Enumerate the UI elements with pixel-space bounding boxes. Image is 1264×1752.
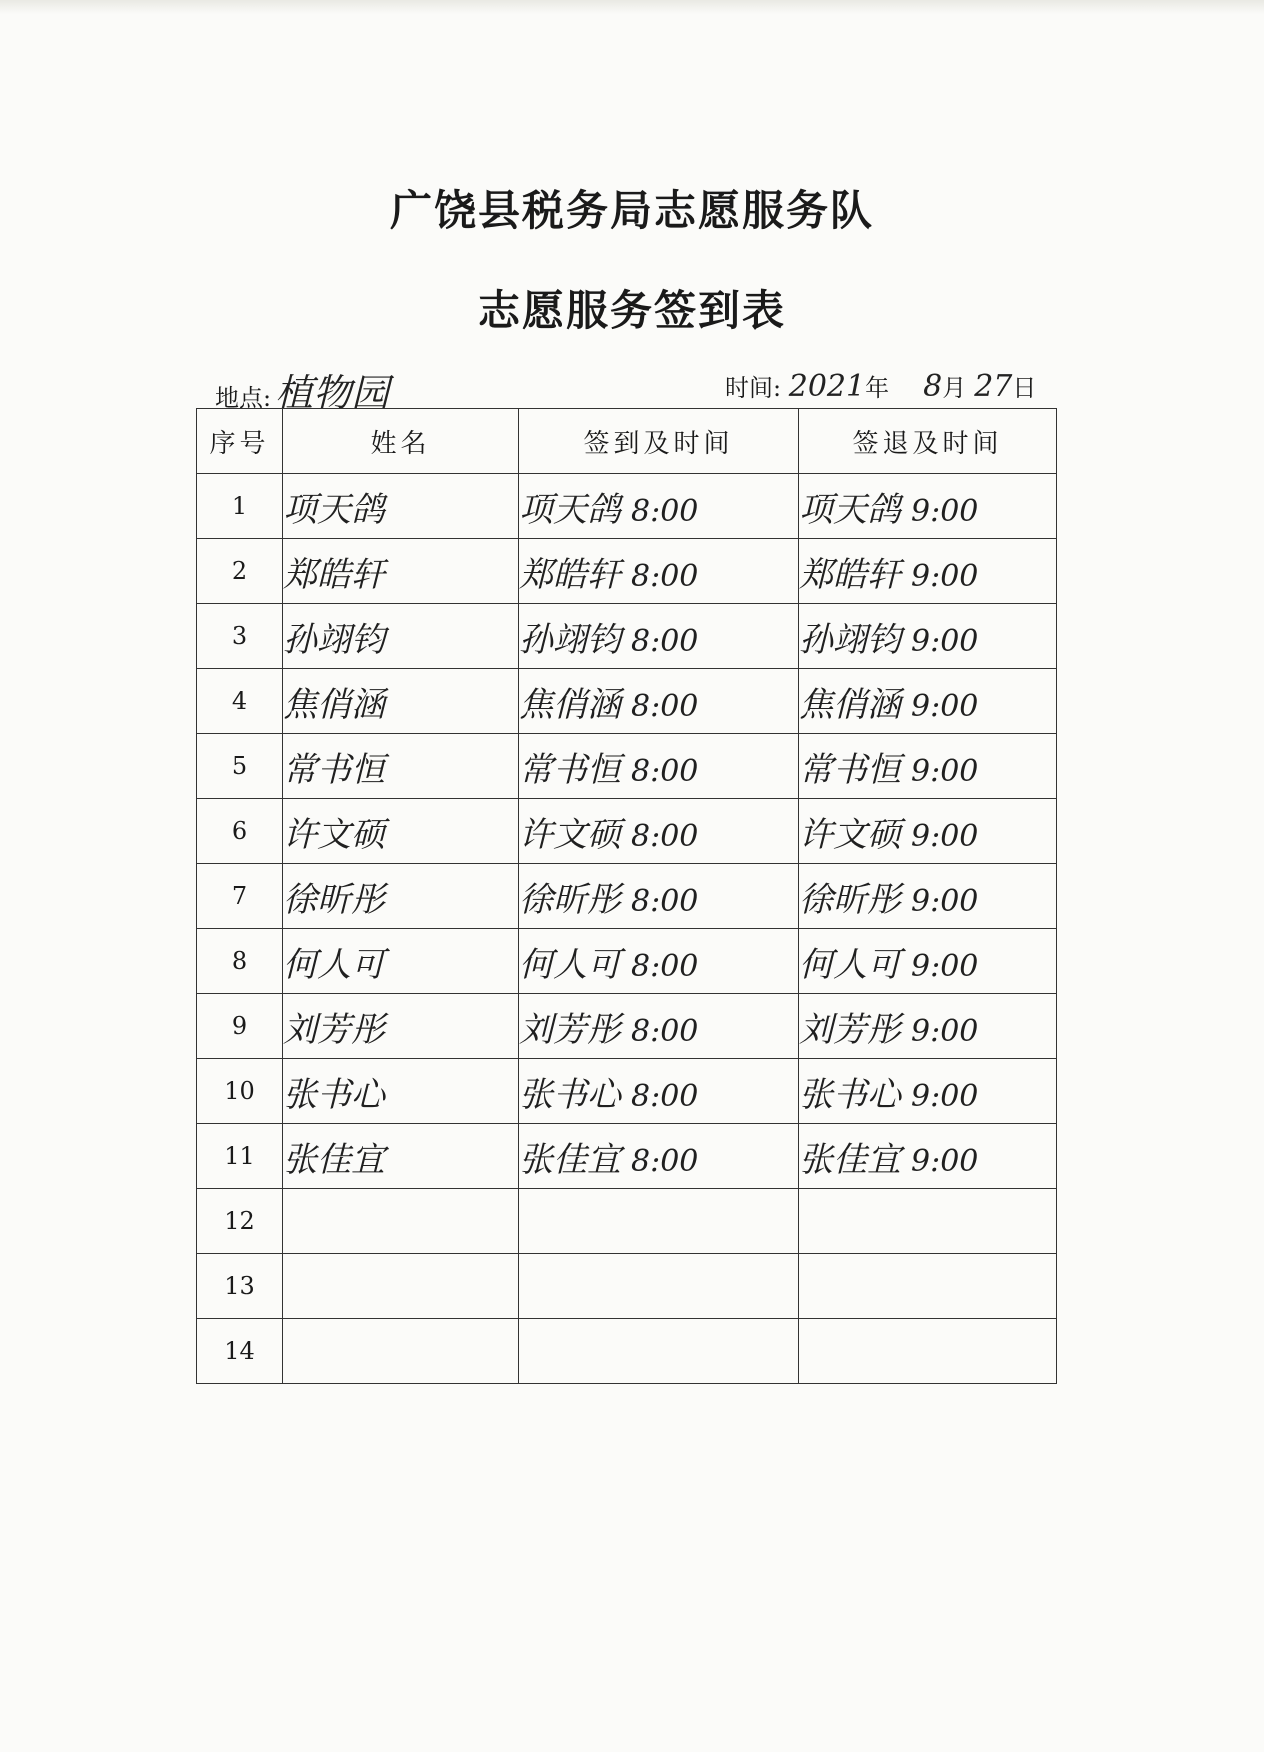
signout-time: 9:00 — [911, 948, 979, 984]
table-header-row — [197, 409, 1057, 474]
name-signature: 刘芳彤 — [283, 1009, 385, 1050]
name-signature: 张书心 — [283, 1074, 385, 1115]
signin-cell — [519, 1189, 799, 1254]
volunteer-name — [283, 1319, 519, 1384]
signin-name: 刘芳彤 — [519, 1009, 621, 1050]
volunteer-name — [283, 669, 519, 734]
signout-cell — [799, 539, 1057, 604]
signin-time: 8:00 — [631, 623, 699, 659]
volunteer-name — [283, 994, 519, 1059]
signout-cell — [799, 864, 1057, 929]
signout-cell — [799, 1189, 1057, 1254]
signin-name: 张佳宜 — [519, 1139, 621, 1180]
signin-time: 8:00 — [631, 818, 699, 854]
signin-cell — [519, 799, 799, 864]
header-signin: 签到及时间 — [519, 409, 799, 474]
year-unit: 年 — [865, 374, 890, 402]
signout-time: 9:00 — [911, 493, 979, 529]
document-title: 广饶县税务局志愿服务队 — [389, 186, 874, 235]
row-number: 7 — [197, 864, 283, 929]
signout-name: 常书恒 — [799, 749, 901, 790]
signin-name: 常书恒 — [519, 749, 621, 790]
volunteer-name — [283, 604, 519, 669]
signin-cell — [519, 1059, 799, 1124]
signin-time: 8:00 — [631, 948, 699, 984]
table-row — [197, 1189, 1057, 1254]
signout-cell — [799, 1319, 1057, 1384]
signout-cell — [799, 604, 1057, 669]
volunteer-name — [283, 929, 519, 994]
date-day: 27 — [974, 369, 1013, 404]
month-unit: 月 — [942, 374, 967, 402]
table-row — [197, 669, 1057, 734]
signin-time: 8:00 — [631, 493, 699, 529]
volunteer-name — [283, 799, 519, 864]
table-row — [197, 799, 1057, 864]
signout-time: 9:00 — [911, 1013, 979, 1049]
signout-cell — [799, 929, 1057, 994]
name-signature: 徐昕彤 — [283, 879, 385, 920]
signin-cell — [519, 669, 799, 734]
signin-name: 郑皓轩 — [519, 554, 621, 595]
header-signout: 签退及时间 — [799, 409, 1057, 474]
signout-time: 9:00 — [911, 1078, 979, 1114]
signout-time: 9:00 — [911, 818, 979, 854]
name-signature: 张佳宜 — [283, 1139, 385, 1180]
day-unit: 日 — [1012, 374, 1037, 402]
signout-time: 9:00 — [911, 753, 979, 789]
row-number: 4 — [197, 669, 283, 734]
table-row — [197, 1059, 1057, 1124]
row-number: 13 — [197, 1254, 283, 1319]
volunteer-name — [283, 1189, 519, 1254]
time-label: 时间: — [725, 374, 782, 402]
signout-time: 9:00 — [911, 623, 979, 659]
signout-name: 徐昕彤 — [799, 879, 901, 920]
name-signature: 焦俏涵 — [283, 684, 385, 725]
row-number: 5 — [197, 734, 283, 799]
table-row — [197, 864, 1057, 929]
volunteer-name — [283, 1059, 519, 1124]
signin-cell — [519, 604, 799, 669]
table-row — [197, 604, 1057, 669]
signout-time: 9:00 — [911, 558, 979, 594]
name-signature: 项天鸽 — [283, 489, 385, 530]
date-year: 2021 — [788, 369, 866, 404]
signout-name: 孙翊钧 — [799, 619, 901, 660]
signout-name: 刘芳彤 — [799, 1009, 901, 1050]
signout-name: 项天鸽 — [799, 489, 901, 530]
volunteer-name — [283, 1254, 519, 1319]
signin-name: 孙翊钧 — [519, 619, 621, 660]
row-number: 12 — [197, 1189, 283, 1254]
signin-cell — [519, 474, 799, 539]
name-signature: 常书恒 — [283, 749, 385, 790]
signout-time: 9:00 — [911, 883, 979, 919]
signin-cell — [519, 1124, 799, 1189]
row-number: 14 — [197, 1319, 283, 1384]
signin-cell — [519, 864, 799, 929]
signout-name: 焦俏涵 — [799, 684, 901, 725]
signin-name: 焦俏涵 — [519, 684, 621, 725]
signout-time: 9:00 — [911, 1143, 979, 1179]
scan-edge — [0, 0, 1264, 14]
name-signature: 郑皓轩 — [283, 554, 385, 595]
signout-cell — [799, 799, 1057, 864]
signin-table — [196, 408, 1057, 1384]
location-label: 地点: — [215, 384, 272, 412]
signin-time: 8:00 — [631, 1078, 699, 1114]
signout-cell — [799, 994, 1057, 1059]
signin-name: 张书心 — [519, 1074, 621, 1115]
header-name: 姓名 — [283, 409, 519, 474]
row-number: 2 — [197, 539, 283, 604]
signin-cell — [519, 929, 799, 994]
volunteer-name — [283, 1124, 519, 1189]
row-number: 1 — [197, 474, 283, 539]
signin-time: 8:00 — [631, 688, 699, 724]
signin-time: 8:00 — [631, 1143, 699, 1179]
signout-cell — [799, 1254, 1057, 1319]
volunteer-name — [283, 539, 519, 604]
signin-name: 徐昕彤 — [519, 879, 621, 920]
row-number: 3 — [197, 604, 283, 669]
signout-name: 张佳宜 — [799, 1139, 901, 1180]
signout-time: 9:00 — [911, 688, 979, 724]
signin-cell — [519, 734, 799, 799]
location-value: 植物园 — [275, 371, 390, 415]
signin-name: 何人可 — [519, 944, 621, 985]
table-row — [197, 1319, 1057, 1384]
signin-name: 许文硕 — [519, 814, 621, 855]
signout-cell — [799, 1059, 1057, 1124]
row-number: 11 — [197, 1124, 283, 1189]
table-row — [197, 1254, 1057, 1319]
row-number: 8 — [197, 929, 283, 994]
signin-cell — [519, 539, 799, 604]
table-row — [197, 474, 1057, 539]
table-row — [197, 929, 1057, 994]
signout-name: 许文硕 — [799, 814, 901, 855]
name-signature: 许文硕 — [283, 814, 385, 855]
signin-time: 8:00 — [631, 1013, 699, 1049]
header-number: 序号 — [197, 409, 283, 474]
row-number: 10 — [197, 1059, 283, 1124]
signin-cell — [519, 994, 799, 1059]
table-row — [197, 994, 1057, 1059]
signout-name: 郑皓轩 — [799, 554, 901, 595]
volunteer-name — [283, 474, 519, 539]
volunteer-name — [283, 734, 519, 799]
table-row — [197, 539, 1057, 604]
signout-cell — [799, 734, 1057, 799]
table-row — [197, 1124, 1057, 1189]
signin-time: 8:00 — [631, 558, 699, 594]
name-signature: 何人可 — [283, 944, 385, 985]
signout-cell — [799, 1124, 1057, 1189]
signin-time: 8:00 — [631, 753, 699, 789]
signout-cell — [799, 474, 1057, 539]
row-number: 6 — [197, 799, 283, 864]
name-signature: 孙翊钧 — [283, 619, 385, 660]
date-month: 8 — [923, 369, 943, 404]
signin-time: 8:00 — [631, 883, 699, 919]
signout-name: 张书心 — [799, 1074, 901, 1115]
signin-cell — [519, 1254, 799, 1319]
row-number: 9 — [197, 994, 283, 1059]
signout-name: 何人可 — [799, 944, 901, 985]
date-line — [725, 368, 1036, 404]
signin-cell — [519, 1319, 799, 1384]
signout-cell — [799, 669, 1057, 734]
document-subtitle: 志愿服务签到表 — [477, 286, 786, 335]
signin-name: 项天鸽 — [519, 489, 621, 530]
table-row — [197, 734, 1057, 799]
volunteer-name — [283, 864, 519, 929]
